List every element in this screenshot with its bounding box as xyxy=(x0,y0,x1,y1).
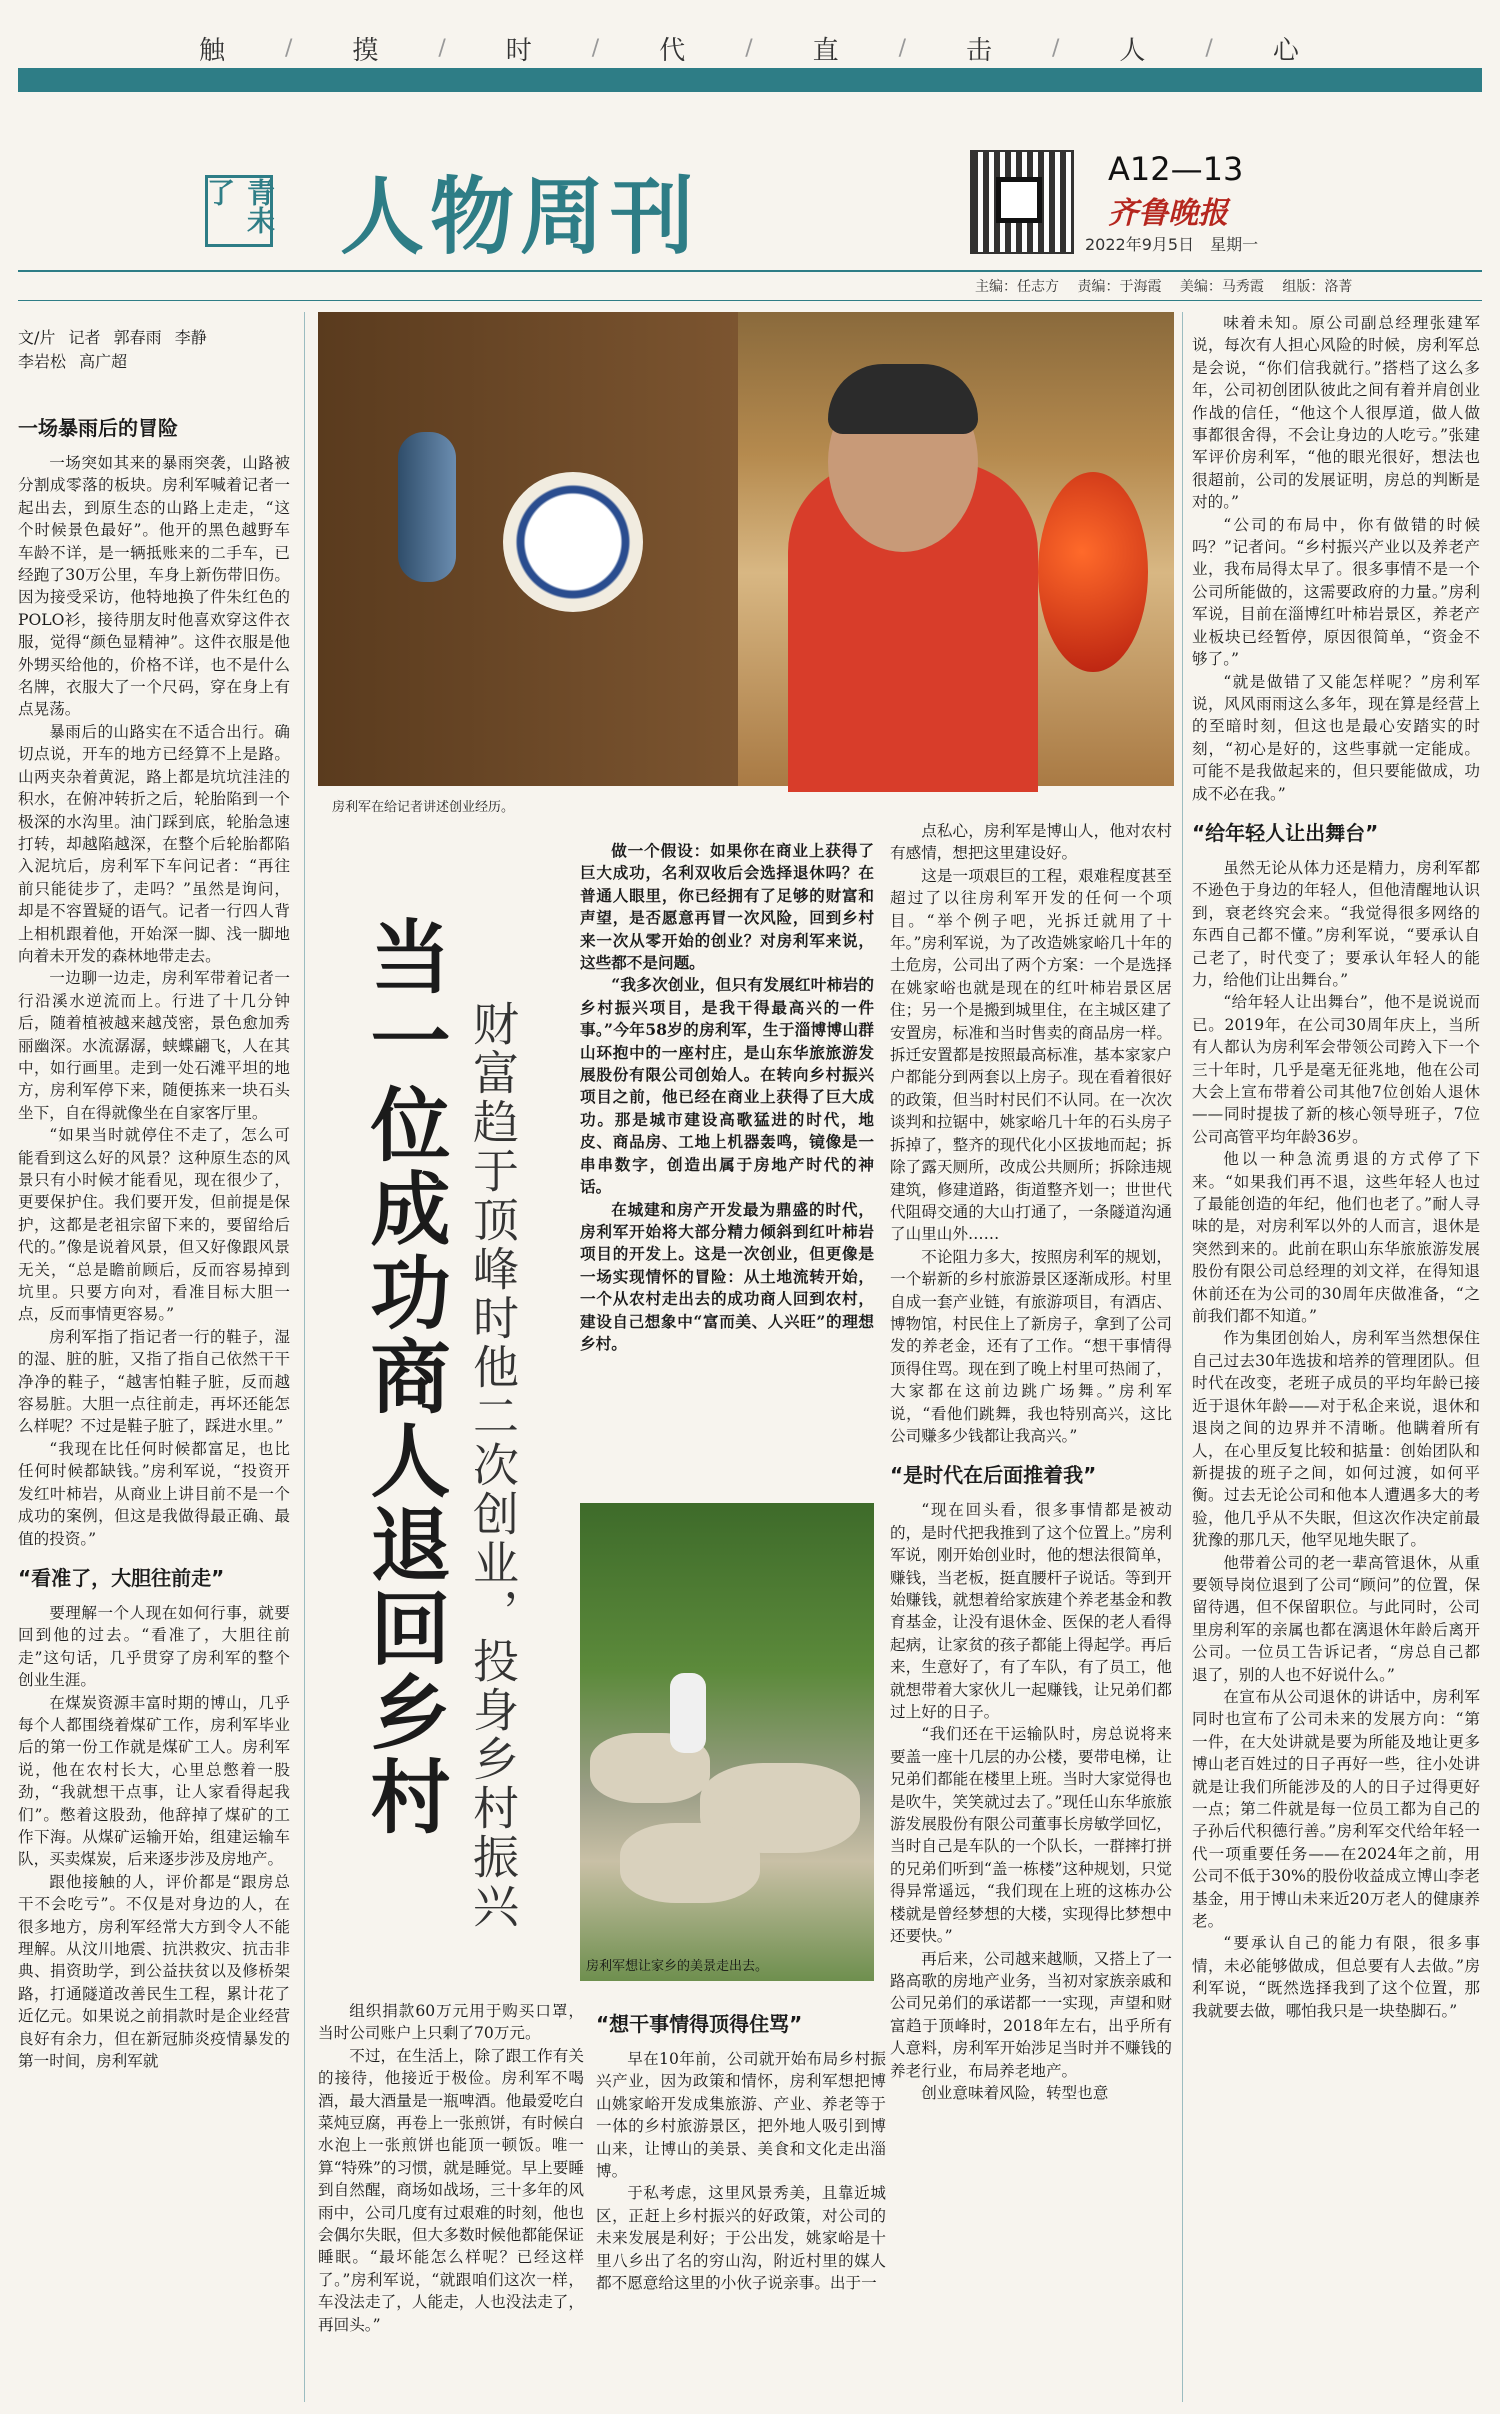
paragraph: 房利军指了指记者一行的鞋子，湿的湿、脏的脏，又指了指自己依然干干净净的鞋子，“越害怕鞋子脏，反而越容易脏。大胆一点往前走，再坏还能怎么样呢？不过是鞋子脏了，踩进水里。” xyxy=(18,1327,290,1436)
issue-date: 2022年9月5日 星期一 xyxy=(1085,235,1259,254)
subheading: “想干事情得顶得住骂” xyxy=(596,2012,803,2036)
article-column-2 xyxy=(580,840,874,1490)
landscape-photo xyxy=(580,1503,874,1981)
editor-credits xyxy=(975,276,1366,296)
slogan-char: 直 xyxy=(812,35,841,66)
subheading: “给年轻人让出舞台” xyxy=(1192,820,1379,845)
slogan-separator: / xyxy=(898,35,909,61)
paragraph: 在宣布从公司退休的讲话中，房利军同时也宣布了公司未来的发展方向：“第一件，在大处讲就是要为所能及地让更多博山老百姓过的日子再好一些，往小处讲就是让我们所能涉及的人的日子过得更好一点；第二件就是每一位员工都为自己的子孙后代积德行善。”房利军交代给年轻一代一项重要任务——在2024年之前，用公司不低于30%的股份收益成立博山李老基金，用于博山未来近20万老人的健康养老。 xyxy=(1192,1687,1480,1931)
paragraph: 早在10年前，公司就开始布局乡村振兴产业，因为政策和情怀，房利军想把博山姚家峪开发成集旅游、产业、养老等于一体的乡村旅游景区，把外地人吸引到博山来，让博山的美景、美食和文化走出淄博。 xyxy=(596,2050,886,2181)
editor-credit: 美编：马秀霞 xyxy=(1179,279,1264,295)
article-column-2b xyxy=(318,2000,584,2400)
paragraph: 点私心，房利军是博山人，他对农村有感情，想把这里建设好。 xyxy=(890,822,1172,863)
header-color-bar xyxy=(18,68,1482,92)
slogan-separator: / xyxy=(745,35,755,61)
paragraph: 再后来，公司越来越顺，又搭上了一路高歌的房地产业务，当初对家族亲戚和公司兄弟们的承诺都一一实现，声望和财富趋于顶峰时，2018年左右，出乎所有人意料，房利军开始涉足当时并不赚钱的养老行业，布局养老地产。 xyxy=(890,1949,1172,2080)
section-logo: 青未了 xyxy=(205,175,273,247)
paragraph: 虽然无论从体力还是精力，房利军都不逊色于身边的年轻人，但他清醒地认识到，衰老终究会来。“我觉得很多网络的东西自己都不懂。”房利军说，“要承认自己老了，时代变了；要承认年轻人的能力，给他们让出舞台。” xyxy=(1192,858,1480,989)
slogan-char: 击 xyxy=(966,35,995,66)
subheading: “看准了，大胆往前走” xyxy=(18,1565,225,1590)
paragraph: “如果当时就停住不走了，怎么可能看到这么好的风景？这种原生态的风景只有小时候才能看见，现在很少了，更要保护住。我们要开发，但前提是保护，这都是老祖宗留下来的，要留给后代的。”像是说着风景，但又好像跟风景无关，“总是瞻前顾后，反而容易掉到坑里。只要方向对，看准目标大胆一点，反而事情更容易。” xyxy=(18,1126,290,1324)
slogan-separator: / xyxy=(1052,35,1062,61)
photo-caption: 房利军想让家乡的美景走出去。 xyxy=(586,1959,769,1974)
paragraph: 他以一种急流勇退的方式停了下来。“如果我们再不退，这些年轻人也过了最能创造的年纪，他们也老了。”耐人寻味的是，对房利军以外的人而言，退休是突然到来的。此前在职山东华旅旅游发展股份有限公司总经理的刘文祥，在得知退休前还在为公司的30周年庆做准备，“之前我们都不知道。” xyxy=(1192,1150,1480,1326)
column-divider xyxy=(1182,312,1183,2402)
slogan-char: 摸 xyxy=(352,35,381,66)
slogan-char: 触 xyxy=(198,35,227,66)
editor-credit: 主编：任志方 xyxy=(975,279,1059,295)
subheading: 一场暴雨后的冒险 xyxy=(18,416,178,440)
paragraph: 不论阻力多大，按照房利军的规划，一个崭新的乡村旅游景区逐渐成形。村里自成一套产业链，有旅游项目，有酒店、博物馆，村民住上了新房子，拿到了公司发的养老金，还有了工作。“想干事情得顶得住骂。现在到了晚上村里可热闹了，大家都在这前边跳广场舞。”房利军说，“看他们跳舞，我也特别高兴，这比公司赚多少钱都让我高兴。” xyxy=(890,1247,1172,1445)
article-column-3 xyxy=(890,820,1172,2102)
paragraph: 组织捐款60万元用于购买口罩，当时公司账户上只剩了70万元。 xyxy=(318,2002,584,2043)
byline-item: 文/片 xyxy=(18,328,56,347)
byline-item: 郭春雨 xyxy=(113,328,162,347)
paragraph: 跟他接触的人，评价都是“跟房总干不会吃亏”。不仅是对身边的人，在很多地方，房利军经常大方到令人不能理解。从汶川地震、抗洪救灾、抗击非典、捐资助学，到公益扶贫以及修桥架路，打通隧道改善民生工程，累计花了近亿元。如果说之前捐款时是企业经营良好有余力，但在新冠肺炎疫情暴发的第一时间，房利军就 xyxy=(18,1872,290,2071)
paragraph: “就是做错了又能怎样呢？”房利军说，风风雨雨这么多年，现在算是经营上的至暗时刻，但这也是最心安踏实的时刻，“初心是好的，这些事就一定能成。可能不是我做起来的，但只要能做成，功成不必在我。” xyxy=(1192,672,1480,803)
paragraph: 暴雨后的山路实在不适合出行。确切点说，开车的地方已经算不上是路。山两夹杂着黄泥，路上都是坑坑洼洼的积水，在俯冲转折之后，轮胎陷到一个极深的水沟里。油门踩到底，轮胎急速打转，却越陷越深，在整个后轮胎都陷入泥坑后，房利军下车问记者：“再往前只能徒步了，走吗？”虽然是询问，却是不容置疑的语气。记者一行四人背上相机跟着他，开始深一脚、浅一脚地向着未开发的森林地带走去。 xyxy=(18,722,290,965)
paragraph: 不过，在生活上，除了跟工作有关的接待，他接近于极俭。房利军不喝酒，最大酒量是一瓶啤酒。他最爱吃白菜炖豆腐，再卷上一张煎饼，有时候白水泡上一张煎饼也能顶一顿饭。唯一算“特殊”的习惯，就是睡觉。早上要睡到自然醒，商场如战场，三十多年的风雨中，公司几度有过艰难的时刻，他也会偶尔失眠，但大多数时候他都能保证睡眠。“最坏能怎么样呢？已经这样了。”房利军说，“就跟咱们这次一样，车没法走了，人能走，人也没法走了，再回头。” xyxy=(318,2046,584,2334)
masthead-title: 人物周刊 xyxy=(340,168,701,266)
main-photo xyxy=(318,312,1174,786)
paragraph: 创业意味着风险，转型也意 xyxy=(921,2083,1109,2102)
paragraph: 他带着公司的老一辈高管退休，从重要领导岗位退到了公司“顾问”的位置，保留待遇，但不保留职位。与此同时，公司里房利军的亲属也都在漓退休年龄后离开公司。一位员工告诉记者，“房总自己都退了，别的人也不好说什么。” xyxy=(1192,1553,1480,1684)
paragraph: “要承认自己的能力有限，很多事情，未必能够做成，但总要有人去做。”房利军说，“既然选择我到了这个位置，那我就要去做，哪怕我只是一块垫脚石。” xyxy=(1192,1934,1480,2020)
byline-item: 记者 xyxy=(68,328,101,347)
byline-item: 李静 xyxy=(174,328,207,347)
photo-vase xyxy=(398,432,456,582)
article-column-3b xyxy=(596,1996,886,2400)
slogan-char: 心 xyxy=(1272,35,1301,66)
header-rule xyxy=(18,270,1482,272)
page-number: A12—13 xyxy=(1108,150,1244,188)
editor-credit: 组版：洛菁 xyxy=(1282,279,1353,295)
photo-person xyxy=(670,1673,706,1753)
photo-rock xyxy=(620,1823,760,1903)
slogan-separator: / xyxy=(591,35,602,61)
subheading: “是时代在后面推着我” xyxy=(890,1463,1097,1488)
paragraph: “公司的布局中，你有做错的时候吗？”记者问。“乡村振兴产业以及养老产业，我布局得太早了。很多事情不是一个公司所能做的，这需要政府的力量。”房利军说，目前在淄博红叶柿岩景区，养老产业板块已经暂停，原因很简单，“资金不够了。” xyxy=(1192,515,1480,669)
header-rule-thin xyxy=(18,300,1482,301)
paragraph: 要理解一个人现在如何行事，就要回到他的过去。“看准了，大胆往前走”这句话，几乎贯穿了房利军的整个创业生涯。 xyxy=(18,1603,290,1690)
photo-person-hair xyxy=(828,364,978,434)
slogan-separator: / xyxy=(284,35,295,61)
paragraph: 做一个假设：如果你在商业上获得了巨大成功，名利双收后会选择退休吗？在普通人眼里，你已经拥有了足够的财富和声望，是否愿意再冒一次风险，回到乡村来一次从零开始的创业？对房利军来说，这些都不是问题。 xyxy=(580,841,874,973)
paragraph: 作为集团创始人，房利军当然想保住自己过去30年选拔和培养的管理团队。但时代在改变，老班子成员的平均年龄已接近于退休年龄——对于私企来说，退休和退岗之间的边界并不清晰。他瞒着所有人，在心里反复比较和掂量：创始团队和新提拔的班子之间，如何过渡，如何平衡。过去无论公司和他本人遭遇多大的考验，他几乎从不失眠，但这次作决定前最犹豫的那几天，他罕见地失眠了。 xyxy=(1192,1329,1480,1550)
paragraph: “现在回头看，很多事情都是被动的，是时代把我推到了这个位置上。”房利军说，刚开始创业时，他的想法很简单，赚钱，当老板，挺直腰杆子说话。等到开始赚钱，就想着给家族建个养老基金和教育基金，让没有退休金、医保的老人看得起病，让家贫的孩子都能上得起学。再后来，生意好了，有了车队，有了员工，他就想带着大家伙儿一起赚钱，让兄弟们都过上好的日子。 xyxy=(890,1501,1172,1722)
slogan-separator: / xyxy=(438,35,448,61)
paragraph: 味着未知。原公司副总经理张建军说，每次有人担心风险的时候，房利军总是会说，“你们信我就行。”搭档了这么多年，公司初创团队彼此之间有着并肩创业作战的信任，“他这个人很厚道，做人做事都很舍得，不会让身边的人吃亏。”张建军评价房利军，“他的眼光很好，想法也很超前，公司的发展证明，房总的判断是对的。” xyxy=(1192,314,1480,512)
paragraph: “我现在比任何时候都富足，也比任何时候都缺钱。”房利军说，“投资开发红叶柿岩，从商业上讲目前不是一个成功的案例，但这是我做得最正确、最值的投资。” xyxy=(18,1439,290,1548)
paragraph: 这是一项艰巨的工程，艰难程度甚至超过了以往房利军开发的任何一个项目。“举个例子吧，光拆迁就用了十年。”房利军说，为了改造姚家峪几十年的土危房，公司出了两个方案：一个是选择在姚家峪也就是现在的红叶柿岩景区居住；另一个是搬到城里住，在主城区建了安置房，标准和当时售卖的商品房一样。拆迁安置都是按照最高标准，基本家家户户都能分到两套以上房子。现在看着很好的政策，但当时村民们不认同。在一次次谈判和拉锯中，姚家峪几十年的石头房子拆掉了，整齐的现代化小区拔地而起；拆除了露天厕所，改成公共厕所；拆除违规建筑，修建道路，街道整齐划一；世世代代阻碍交通的大山打通了，一条隧道沟通了山里山外…… xyxy=(890,866,1172,1244)
paragraph: “我们还在干运输队时，房总说将来要盖一座十几层的办公楼，要带电梯，让兄弟们都能在楼里上班。当时大家觉得也是吹牛，笑笑就过去了。”现任山东华旅旅游发展股份有限公司董事长房敏学回忆，当时自己是车队的一个队长，一群摔打拼的兄弟们听到“盖一栋楼”这种规划，只觉得异常遥远，“我们现在上班的这栋办公楼就是曾经梦想的大楼，实现得比梦想中还要快。” xyxy=(890,1725,1172,1946)
byline xyxy=(18,326,308,374)
paragraph: 一边聊一边走，房利军带着记者一行沿溪水逆流而上。行进了十几分钟后，随着植被越来越茂密，景色愈加秀丽幽深。水流潺潺，蛱蝶翩飞，人在其中，如行画里。走到一处石滩平坦的地方，房利军停下来，随便拣来一块石头坐下，自在得就像坐在自家客厅里。 xyxy=(18,969,290,1122)
byline-item: 高广超 xyxy=(79,352,128,371)
paragraph: 一场突如其来的暴雨突袭，山路被分割成零落的板块。房利军喊着记者一起出去，到原生态的山路上走走，“这个时候景色最好”。他开的黑色越野车车龄不详，是一辆抵账来的二手车，已经跑了30万公里，车身上新伤带旧伤。因为接受采访，他特地换了件朱红色的POLO衫，接待朋友时他喜欢穿这件衣服，觉得“颜色显精神”。这件衣服是他外甥买给他的，价格不详，也不是什么名牌，衣服大了一个尺码，穿在身上有点晃荡。 xyxy=(18,454,290,719)
article-column-1 xyxy=(18,400,290,2400)
byline-item: 李岩松 xyxy=(18,352,67,371)
slogan-char: 时 xyxy=(505,35,534,66)
photo-caption: 房利军在给记者讲述创业经历。 xyxy=(332,800,515,815)
newspaper-name: 齐鲁晚报 xyxy=(1108,196,1228,231)
article-column-4 xyxy=(1192,312,1480,2402)
slogan-separator: / xyxy=(1205,35,1215,61)
paragraph: “我多次创业，但只有发展红叶柿岩的乡村振兴项目，是我干得最高兴的一件事。”今年58岁的房利军，生于淄博博山群山环抱中的一座村庄，是山东华旅旅游发展股份有限公司创始人。在转向乡村振兴项目之前，他已经在商业上获得了巨大成功。那是城市建设高歌猛进的时代，地皮、商品房、工地上机器轰鸣，镜像是一串串数字，创造出属于房地产时代的神话。 xyxy=(580,975,874,1197)
qr-code-center xyxy=(996,177,1042,223)
subtitle-deck: 财富趋于顶峰时他二次创业，投身乡村振兴 xyxy=(466,1000,520,1931)
photo-red-ornament xyxy=(1038,472,1148,672)
paragraph: “给年轻人让出舞台”，他不是说说而已。2019年，在公司30周年庆上，当所有人都认为房利军会带领公司跨入下一个三十年时，几乎是毫无征兆地，他在公司大会上宣布带着公司其他7位创始人退休——同时提拔了新的核心领导班子，7位公司高管平均年龄36岁。 xyxy=(1192,993,1480,1146)
slogan-char: 代 xyxy=(659,35,688,66)
paragraph: 在煤炭资源丰富时期的博山，几乎每个人都围绕着煤矿工作，房利军毕业后的第一份工作就是煤矿工人。房利军说，他在农村长大，心里总憋着一股劲，“我就想干点事，让人家看得起我们”。憋着这股劲，他辞掉了煤矿的工作下海。从煤矿运输开始，组建运输车队，买卖煤炭，后来逐步涉及房地产。 xyxy=(18,1693,290,1869)
photo-plate xyxy=(503,472,643,612)
paragraph: 于私考虑，这里风景秀美，且靠近城区，正赶上乡村振兴的好政策，对公司的未来发展是利好；于公出发，姚家峪是十里八乡出了名的穷山沟，附近村里的媒人都不愿意给这里的小伙子说亲事。出于一 xyxy=(596,2184,886,2293)
column-divider xyxy=(304,312,305,2402)
headline: 当一位成功商人退回乡村 xyxy=(357,915,450,1839)
slogan-char: 人 xyxy=(1119,35,1148,66)
editor-credit: 责编：于海霞 xyxy=(1077,279,1162,295)
paragraph: 在城建和房产开发最为鼎盛的时代，房利军开始将大部分精力倾斜到红叶柿岩项目的开发上。这是一次创业，但更像是一场实现情怀的冒险：从土地流转开始，一个从农村走出去的成功商人回到农村，建设自己想象中“富而美、人兴旺”的理想乡村。 xyxy=(580,1199,874,1353)
